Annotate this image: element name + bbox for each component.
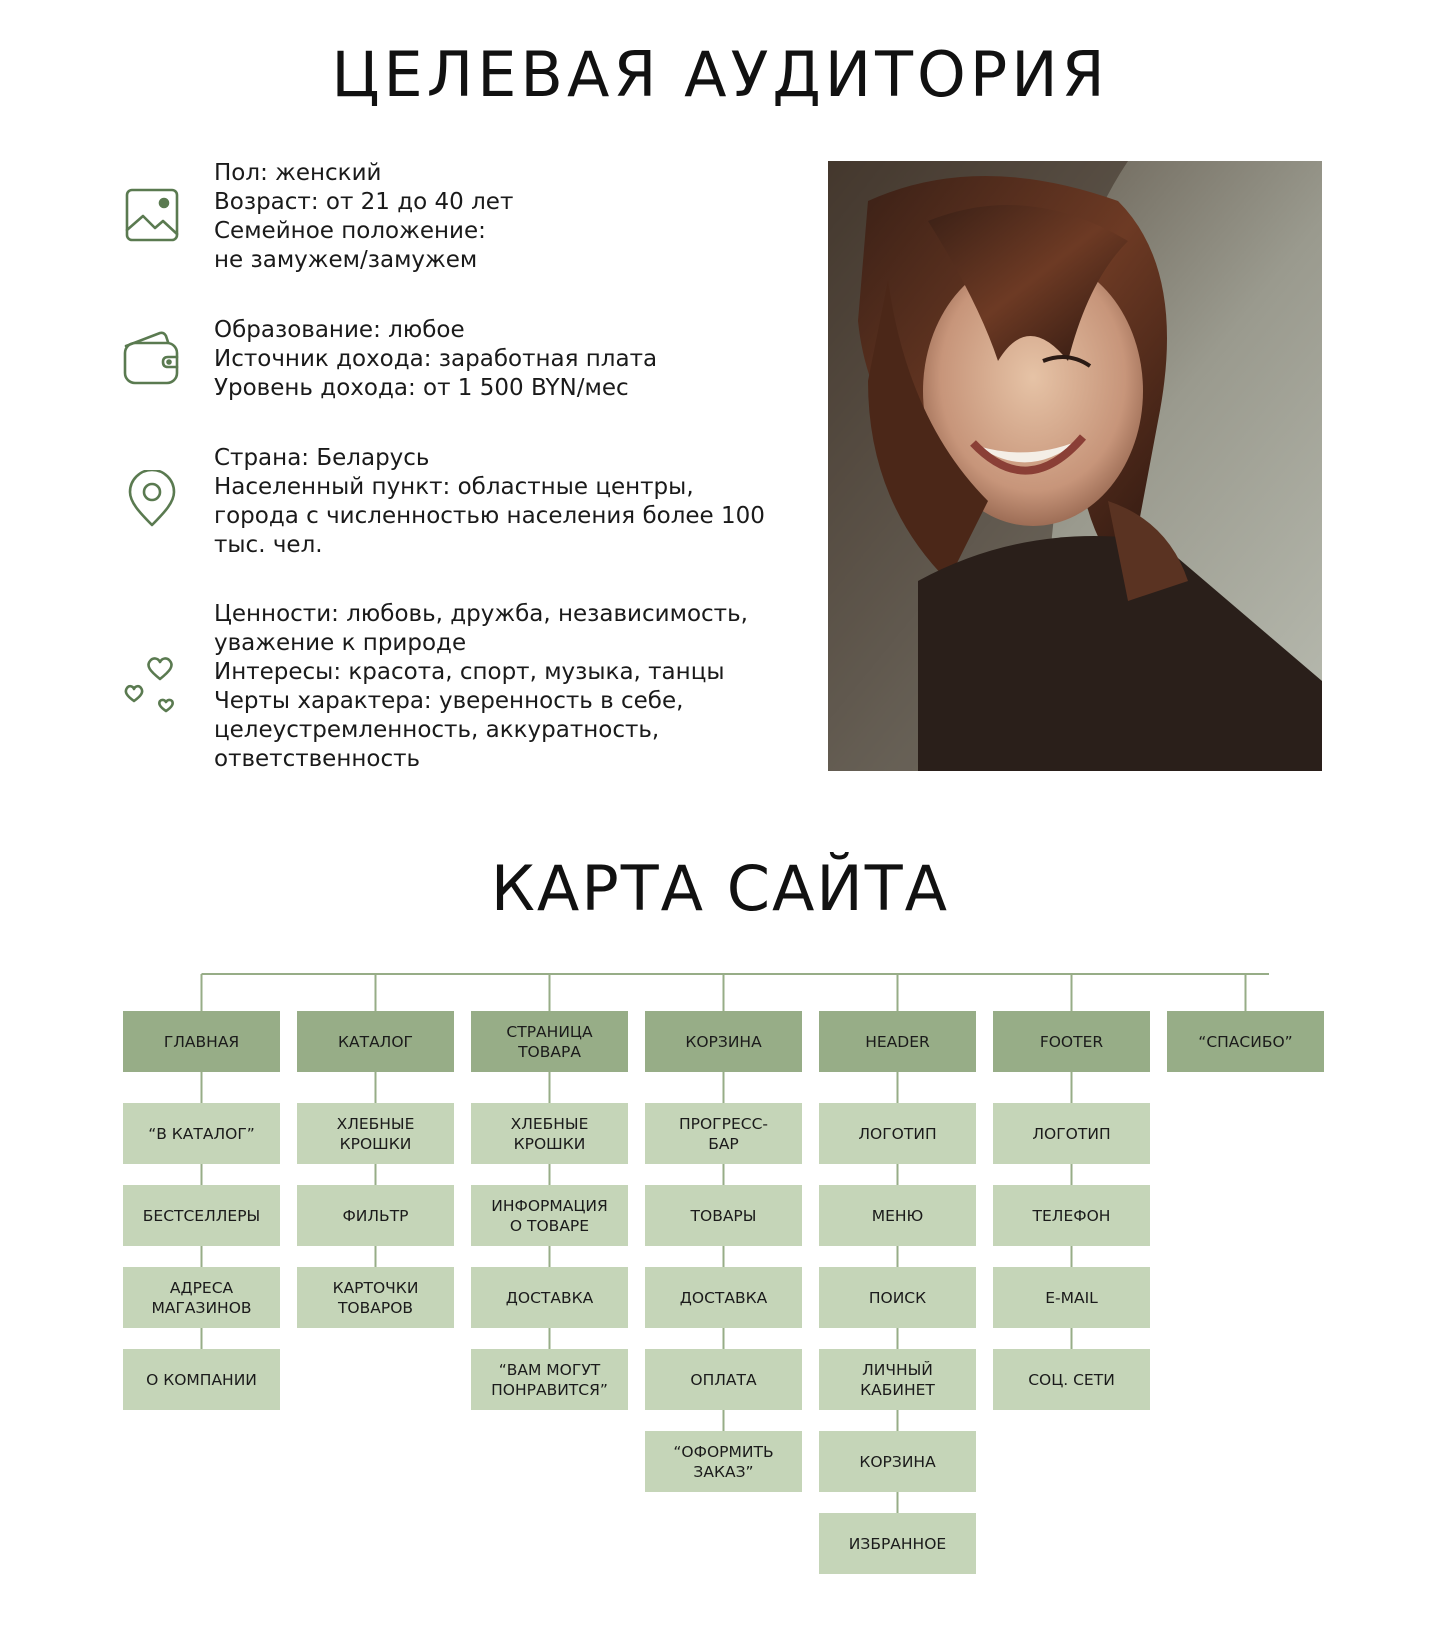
sitemap-item-box: ДОСТАВКА bbox=[645, 1267, 802, 1328]
sitemap-item-box: ИЗБРАННОЕ bbox=[819, 1513, 976, 1574]
sitemap-item-box: КОРЗИНА bbox=[819, 1431, 976, 1492]
audience-title: ЦЕЛЕВАЯ АУДИТОРИЯ bbox=[331, 38, 1109, 111]
audience-line: уважение к природе bbox=[214, 630, 467, 656]
audience-line: Семейное положение: bbox=[214, 218, 486, 244]
audience-line: Страна: Беларусь bbox=[214, 445, 430, 471]
sitemap-item-box: ХЛЕБНЫЕ КРОШКИ bbox=[471, 1103, 628, 1164]
audience-line: Интересы: красота, спорт, музыка, танцы bbox=[214, 659, 725, 685]
sitemap-item-box: “ОФОРМИТЬ ЗАКАЗ” bbox=[645, 1431, 802, 1492]
audience-line: Ценности: любовь, дружба, независимость, bbox=[214, 601, 748, 627]
sitemap-item-box: E-MAIL bbox=[993, 1267, 1150, 1328]
sitemap-section-box: HEADER bbox=[819, 1011, 976, 1072]
sitemap-section-box: “СПАСИБО” bbox=[1167, 1011, 1324, 1072]
audience-line: города с численностью населения более 100 bbox=[214, 503, 765, 529]
audience-line: целеустремленность, аккуратность, bbox=[214, 717, 660, 743]
sitemap-item-box: АДРЕСА МАГАЗИНОВ bbox=[123, 1267, 280, 1328]
sitemap-section-box: СТРАНИЦА ТОВАРА bbox=[471, 1011, 628, 1072]
audience-line: тыс. чел. bbox=[214, 532, 323, 558]
sitemap-item-box: “ВАМ МОГУТ ПОНРАВИТСЯ” bbox=[471, 1349, 628, 1410]
sitemap-item-box: ЛОГОТИП bbox=[819, 1103, 976, 1164]
sitemap-item-box: ПРОГРЕСС- БАР bbox=[645, 1103, 802, 1164]
audience-line: Населенный пункт: областные центры, bbox=[214, 474, 694, 500]
sitemap-section-box: КАТАЛОГ bbox=[297, 1011, 454, 1072]
sitemap-section-box: КОРЗИНА bbox=[645, 1011, 802, 1072]
sitemap-section-box: FOOTER bbox=[993, 1011, 1150, 1072]
audience-line: Пол: женский bbox=[214, 160, 382, 186]
audience-line: Источник дохода: заработная плата bbox=[214, 346, 658, 372]
audience-line: Образование: любое bbox=[214, 317, 465, 343]
sitemap-item-box: ИНФОРМАЦИЯ О ТОВАРЕ bbox=[471, 1185, 628, 1246]
sitemap-item-box: БЕСТСЕЛЛЕРЫ bbox=[123, 1185, 280, 1246]
sitemap-item-box: ХЛЕБНЫЕ КРОШКИ bbox=[297, 1103, 454, 1164]
sitemap-section-box: ГЛАВНАЯ bbox=[123, 1011, 280, 1072]
sitemap-item-box: О КОМПАНИИ bbox=[123, 1349, 280, 1410]
sitemap-item-box: КАРТОЧКИ ТОВАРОВ bbox=[297, 1267, 454, 1328]
sitemap-item-box: ЛОГОТИП bbox=[993, 1103, 1150, 1164]
sitemap-item-box: ТЕЛЕФОН bbox=[993, 1185, 1150, 1246]
sitemap-item-box: ДОСТАВКА bbox=[471, 1267, 628, 1328]
audience-line: не замужем/замужем bbox=[214, 247, 478, 273]
sitemap-item-box: СОЦ. СЕТИ bbox=[993, 1349, 1150, 1410]
sitemap-item-box: МЕНЮ bbox=[819, 1185, 976, 1246]
audience-line: ответственность bbox=[214, 746, 421, 772]
sitemap-item-box: “В КАТАЛОГ” bbox=[123, 1103, 280, 1164]
sitemap-item-box: ПОИСК bbox=[819, 1267, 976, 1328]
audience-line: Уровень дохода: от 1 500 BYN/мес bbox=[214, 375, 629, 401]
sitemap-item-box: ЛИЧНЫЙ КАБИНЕТ bbox=[819, 1349, 976, 1410]
audience-line: Черты характера: уверенность в себе, bbox=[214, 688, 684, 714]
sitemap-item-box: ТОВАРЫ bbox=[645, 1185, 802, 1246]
audience-line: Возраст: от 21 до 40 лет bbox=[214, 189, 514, 215]
sitemap-item-box: ОПЛАТА bbox=[645, 1349, 802, 1410]
sitemap-title: КАРТА САЙТА bbox=[490, 852, 950, 925]
sitemap-item-box: ФИЛЬТР bbox=[297, 1185, 454, 1246]
